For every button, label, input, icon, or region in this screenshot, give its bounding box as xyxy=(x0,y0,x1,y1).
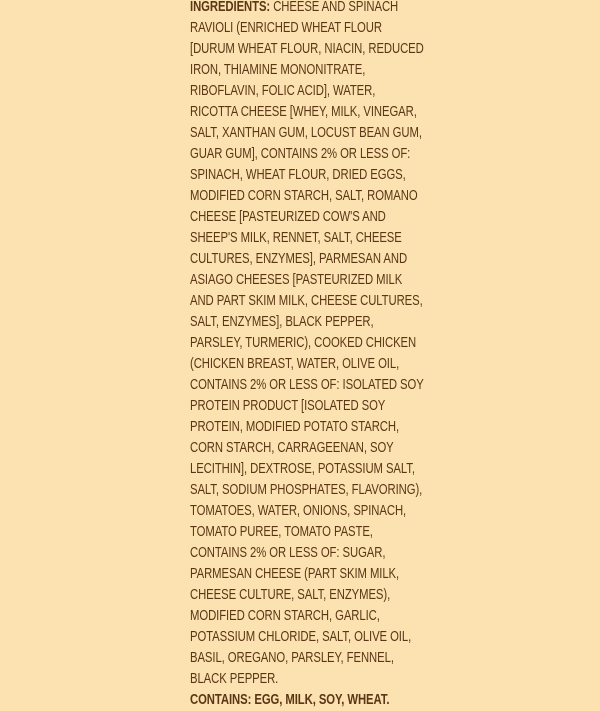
ingredient-line: CONTAINS 2% OR LESS OF: SUGAR, xyxy=(190,545,386,561)
ingredient-line: RAVIOLI (ENRICHED WHEAT FLOUR xyxy=(190,20,382,36)
ingredient-line: CORN STARCH, CARRAGEENAN, SOY xyxy=(190,440,394,456)
ingredient-line: BASIL, OREGANO, PARSLEY, FENNEL, xyxy=(190,650,394,666)
ingredients-heading: INGREDIENTS: xyxy=(190,0,271,15)
ingredient-line: TOMATOES, WATER, ONIONS, SPINACH, xyxy=(190,503,407,519)
ingredient-line: CONTAINS 2% OR LESS OF: ISOLATED SOY xyxy=(190,377,424,393)
ingredient-line: AND PART SKIM MILK, CHEESE CULTURES, xyxy=(190,293,423,309)
ingredients-first-line-text: CHEESE AND SPINACH xyxy=(273,0,399,15)
ingredients-text-block xyxy=(190,0,424,711)
ingredient-line: PARMESAN CHEESE (PART SKIM MILK, xyxy=(190,566,400,582)
ingredient-line: RICOTTA CHEESE [WHEY, MILK, VINEGAR, xyxy=(190,104,417,120)
ingredient-line: PARSLEY, TURMERIC), COOKED CHICKEN xyxy=(190,335,417,351)
ingredients-first-line xyxy=(190,0,399,18)
ingredient-line: (CHICKEN BREAST, WATER, OLIVE OIL, xyxy=(190,356,400,372)
ingredient-line: GUAR GUM], CONTAINS 2% OR LESS OF: xyxy=(190,146,411,162)
ingredient-line: BLACK PEPPER. xyxy=(190,671,279,687)
ingredient-line: LECITHIN], DEXTROSE, POTASSIUM SALT, xyxy=(190,461,415,477)
ingredient-line: SALT, ENZYMES], BLACK PEPPER, xyxy=(190,314,374,330)
ingredient-line: [DURUM WHEAT FLOUR, NIACIN, REDUCED xyxy=(190,41,424,57)
ingredient-line: SPINACH, WHEAT FLOUR, DRIED EGGS, xyxy=(190,167,406,183)
ingredient-line: POTASSIUM CHLORIDE, SALT, OLIVE OIL, xyxy=(190,629,412,645)
ingredient-line: MODIFIED CORN STARCH, SALT, ROMANO xyxy=(190,188,418,204)
ingredient-line: CULTURES, ENZYMES], PARMESAN AND xyxy=(190,251,408,267)
ingredient-line: PROTEIN, MODIFIED POTATO STARCH, xyxy=(190,419,400,435)
ingredient-line: TOMATO PUREE, TOMATO PASTE, xyxy=(190,524,373,540)
ingredient-line: PROTEIN PRODUCT [ISOLATED SOY xyxy=(190,398,386,414)
ingredient-line: ASIAGO CHEESES [PASTEURIZED MILK xyxy=(190,272,403,288)
ingredient-line: CHEESE [PASTEURIZED COW'S AND xyxy=(190,209,386,225)
ingredient-line: CHEESE CULTURE, SALT, ENZYMES), xyxy=(190,587,391,603)
ingredient-line: MODIFIED CORN STARCH, GARLIC, xyxy=(190,608,380,624)
ingredient-line: SALT, XANTHAN GUM, LOCUST BEAN GUM, xyxy=(190,125,422,141)
allergen-statement: CONTAINS: EGG, MILK, SOY, WHEAT. xyxy=(190,692,390,708)
ingredient-line: IRON, THIAMINE MONONITRATE, xyxy=(190,62,366,78)
ingredient-line: SALT, SODIUM PHOSPHATES, FLAVORING), xyxy=(190,482,423,498)
ingredient-line: SHEEP'S MILK, RENNET, SALT, CHEESE xyxy=(190,230,402,246)
ingredient-line: RIBOFLAVIN, FOLIC ACID], WATER, xyxy=(190,83,376,99)
